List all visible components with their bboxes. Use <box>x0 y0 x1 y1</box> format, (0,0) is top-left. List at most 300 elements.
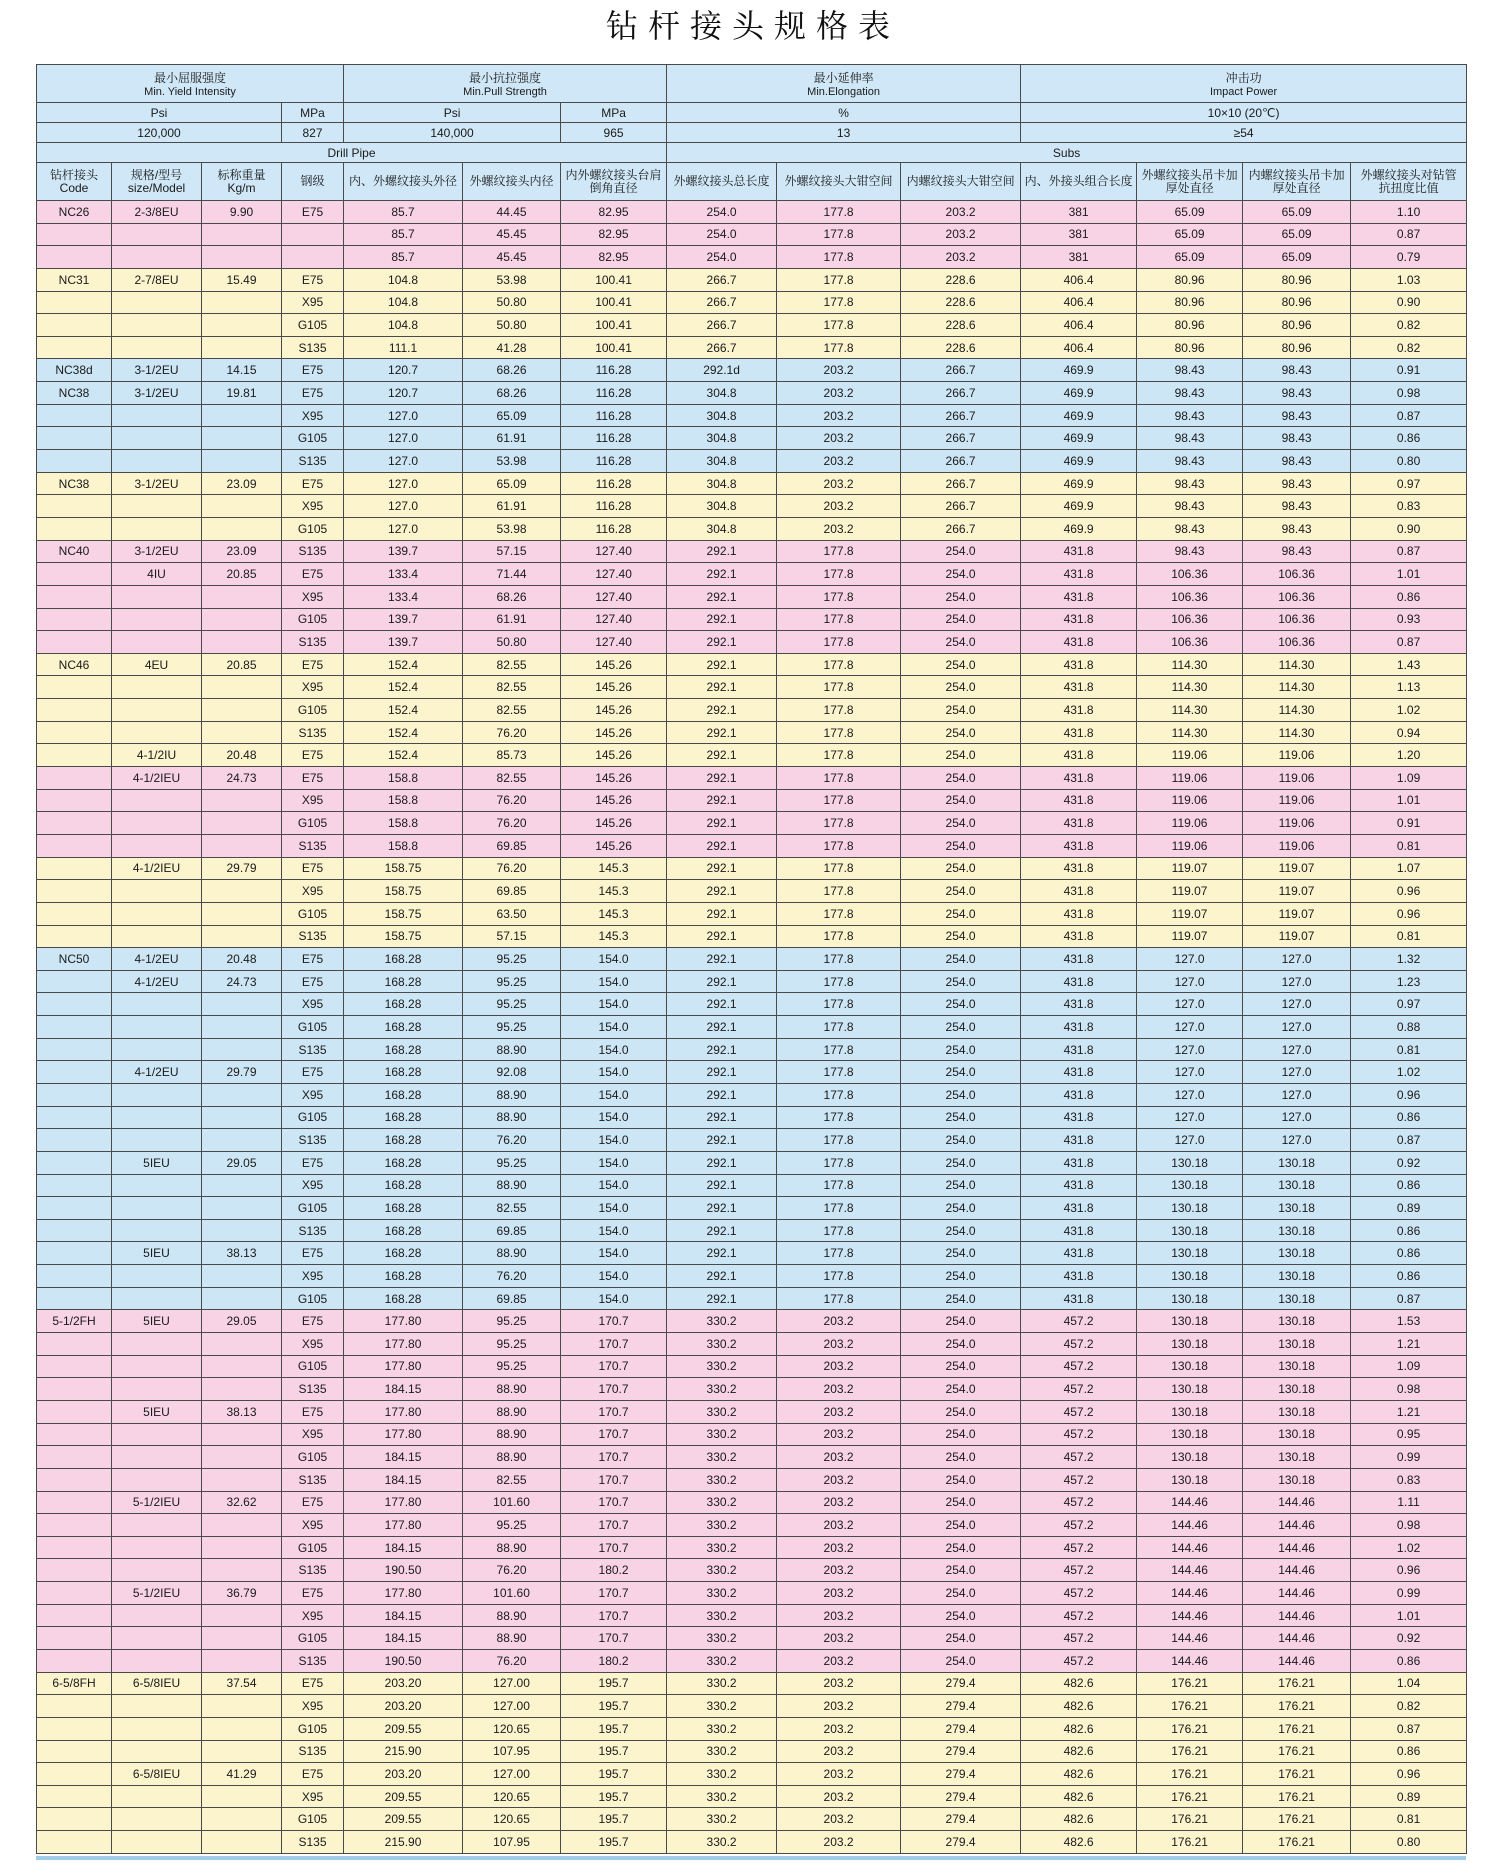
table-cell <box>202 585 282 608</box>
table-cell: 130.18 <box>1137 1355 1243 1378</box>
table-cell: 431.8 <box>1021 1016 1137 1039</box>
table-cell: 431.8 <box>1021 1287 1137 1310</box>
table-cell <box>37 1808 112 1831</box>
table-cell: 292.1 <box>667 948 777 971</box>
table-cell: 3-1/2EU <box>112 540 202 563</box>
table-cell: 119.07 <box>1137 880 1243 903</box>
table-cell: 254.0 <box>901 1061 1021 1084</box>
table-cell: 177.8 <box>777 1265 901 1288</box>
table-cell: 145.26 <box>561 653 667 676</box>
table-cell: 177.8 <box>777 585 901 608</box>
table-cell <box>37 1174 112 1197</box>
table-cell: 5-1/2IEU <box>112 1491 202 1514</box>
table-cell: 130.18 <box>1243 1287 1351 1310</box>
table-cell: 154.0 <box>561 970 667 993</box>
table-cell: 431.8 <box>1021 676 1137 699</box>
table-cell <box>202 1740 282 1763</box>
table-cell: S135 <box>282 925 344 948</box>
table-cell <box>202 1536 282 1559</box>
table-cell <box>112 1831 202 1854</box>
table-cell: 1.21 <box>1351 1333 1467 1356</box>
table-cell: 176.21 <box>1243 1695 1351 1718</box>
table-cell <box>202 1468 282 1491</box>
table-cell: 457.2 <box>1021 1355 1137 1378</box>
table-row <box>37 1197 1467 1220</box>
table-cell: 1.01 <box>1351 789 1467 812</box>
table-cell: 80.96 <box>1243 268 1351 291</box>
table-row <box>37 1423 1467 1446</box>
table-cell: 154.0 <box>561 993 667 1016</box>
table-cell: 431.8 <box>1021 585 1137 608</box>
table-cell: 184.15 <box>344 1378 463 1401</box>
table-cell: 130.18 <box>1137 1400 1243 1423</box>
table-cell: 469.9 <box>1021 382 1137 405</box>
table-cell: 0.83 <box>1351 495 1467 518</box>
table-cell: 406.4 <box>1021 336 1137 359</box>
table-cell: 254.0 <box>901 1242 1021 1265</box>
table-cell: 330.2 <box>667 1400 777 1423</box>
table-cell: 431.8 <box>1021 993 1137 1016</box>
table-cell: 330.2 <box>667 1310 777 1333</box>
table-cell: 170.7 <box>561 1582 667 1605</box>
table-cell: 203.2 <box>777 1604 901 1627</box>
table-cell: NC31 <box>37 268 112 291</box>
table-cell: 1.02 <box>1351 1061 1467 1084</box>
table-cell: X95 <box>282 993 344 1016</box>
table-cell: S135 <box>282 1219 344 1242</box>
table-cell: 130.18 <box>1137 1310 1243 1333</box>
table-cell: E75 <box>282 744 344 767</box>
table-row <box>37 1604 1467 1627</box>
table-cell: 0.88 <box>1351 1016 1467 1039</box>
table-cell: 98.43 <box>1137 495 1243 518</box>
table-cell: 82.55 <box>463 676 561 699</box>
table-cell: 482.6 <box>1021 1785 1137 1808</box>
column-header: 标称重量 Kg/m <box>202 163 282 201</box>
table-cell: 254.0 <box>901 1468 1021 1491</box>
table-cell <box>202 1378 282 1401</box>
table-cell: 98.43 <box>1243 427 1351 450</box>
table-cell: 431.8 <box>1021 1151 1137 1174</box>
table-cell <box>37 902 112 925</box>
table-cell <box>112 1808 202 1831</box>
table-cell: 170.7 <box>561 1378 667 1401</box>
table-cell: 254.0 <box>901 1650 1021 1673</box>
table-cell: 1.10 <box>1351 201 1467 224</box>
table-cell: 20.48 <box>202 744 282 767</box>
table-cell: 254.0 <box>901 1310 1021 1333</box>
table-cell: 1.04 <box>1351 1672 1467 1695</box>
table-cell <box>112 834 202 857</box>
table-cell <box>112 1174 202 1197</box>
table-cell: 65.09 <box>1137 246 1243 269</box>
elongation-header: 最小延伸率 Min.Elongation <box>667 65 1021 103</box>
table-cell: 203.2 <box>777 1717 901 1740</box>
table-cell: 176.21 <box>1137 1763 1243 1786</box>
table-cell: 130.18 <box>1243 1174 1351 1197</box>
table-cell: 203.2 <box>777 1310 901 1333</box>
table-cell: 228.6 <box>901 314 1021 337</box>
table-cell: 330.2 <box>667 1808 777 1831</box>
table-row <box>37 1468 1467 1491</box>
table-cell: 119.06 <box>1137 744 1243 767</box>
table-cell: 176.21 <box>1137 1831 1243 1854</box>
table-cell: 1.11 <box>1351 1491 1467 1514</box>
table-cell: 95.25 <box>463 1310 561 1333</box>
table-cell: 114.30 <box>1137 676 1243 699</box>
table-cell: 0.98 <box>1351 1378 1467 1401</box>
table-cell: 154.0 <box>561 1129 667 1152</box>
table-cell: 292.1 <box>667 676 777 699</box>
table-cell: 76.20 <box>463 812 561 835</box>
table-cell: 254.0 <box>901 721 1021 744</box>
table-cell: 431.8 <box>1021 1038 1137 1061</box>
table-cell: 68.26 <box>463 585 561 608</box>
table-cell: 168.28 <box>344 1242 463 1265</box>
table-cell: 330.2 <box>667 1672 777 1695</box>
table-cell: 177.8 <box>777 857 901 880</box>
table-cell: 431.8 <box>1021 767 1137 790</box>
pull-header: 最小抗拉强度 Min.Pull Strength <box>344 65 667 103</box>
table-cell: 177.8 <box>777 291 901 314</box>
table-row <box>37 880 1467 903</box>
table-cell: 254.0 <box>901 653 1021 676</box>
table-cell: 119.07 <box>1243 857 1351 880</box>
table-cell <box>112 1423 202 1446</box>
table-row <box>37 1174 1467 1197</box>
table-cell: 431.8 <box>1021 789 1137 812</box>
table-cell: G105 <box>282 1197 344 1220</box>
table-cell: 304.8 <box>667 472 777 495</box>
table-cell <box>37 1016 112 1039</box>
table-cell: 203.2 <box>901 246 1021 269</box>
table-cell: 431.8 <box>1021 925 1137 948</box>
table-cell: 130.18 <box>1243 1265 1351 1288</box>
table-cell: 0.81 <box>1351 834 1467 857</box>
table-cell: 190.50 <box>344 1650 463 1673</box>
table-cell: 203.2 <box>777 1423 901 1446</box>
table-row <box>37 993 1467 1016</box>
table-row <box>37 1287 1467 1310</box>
table-cell: 482.6 <box>1021 1808 1137 1831</box>
table-cell: 168.28 <box>344 1129 463 1152</box>
table-cell: S135 <box>282 1038 344 1061</box>
table-cell: 176.21 <box>1243 1740 1351 1763</box>
table-cell: 0.82 <box>1351 314 1467 337</box>
table-cell: 177.8 <box>777 902 901 925</box>
table-cell: 0.86 <box>1351 1174 1467 1197</box>
table-cell: 23.09 <box>202 472 282 495</box>
table-cell: 61.91 <box>463 495 561 518</box>
table-cell: 168.28 <box>344 1083 463 1106</box>
table-cell: 145.26 <box>561 789 667 812</box>
table-cell: 254.0 <box>901 608 1021 631</box>
table-cell: 130.18 <box>1243 1197 1351 1220</box>
table-cell: 195.7 <box>561 1831 667 1854</box>
table-cell: 116.28 <box>561 404 667 427</box>
table-row <box>37 1333 1467 1356</box>
table-cell: 177.80 <box>344 1333 463 1356</box>
table-cell: S135 <box>282 1378 344 1401</box>
table-cell <box>202 1106 282 1129</box>
table-cell: 330.2 <box>667 1763 777 1786</box>
table-cell: 127.00 <box>463 1763 561 1786</box>
table-cell: 254.0 <box>901 1355 1021 1378</box>
table-cell: 203.2 <box>777 359 901 382</box>
table-cell: 168.28 <box>344 970 463 993</box>
table-cell: 15.49 <box>202 268 282 291</box>
table-cell: 152.4 <box>344 699 463 722</box>
table-cell: 24.73 <box>202 767 282 790</box>
table-cell <box>37 608 112 631</box>
table-cell: E75 <box>282 1310 344 1333</box>
table-cell: 292.1 <box>667 1129 777 1152</box>
table-cell: 406.4 <box>1021 291 1137 314</box>
table-row <box>37 1536 1467 1559</box>
table-cell: 177.8 <box>777 880 901 903</box>
table-cell: 98.43 <box>1137 540 1243 563</box>
table-cell: 431.8 <box>1021 857 1137 880</box>
table-cell <box>202 1785 282 1808</box>
table-row <box>37 631 1467 654</box>
table-cell: 144.46 <box>1243 1582 1351 1605</box>
table-cell: 88.90 <box>463 1242 561 1265</box>
table-cell: 0.87 <box>1351 631 1467 654</box>
table-cell: 177.8 <box>777 201 901 224</box>
table-cell: 95.25 <box>463 948 561 971</box>
table-cell: 53.98 <box>463 450 561 473</box>
table-cell: 266.7 <box>667 291 777 314</box>
table-cell: 98.43 <box>1243 517 1351 540</box>
table-cell <box>202 721 282 744</box>
table-cell: 130.18 <box>1137 1219 1243 1242</box>
table-cell: 85.7 <box>344 246 463 269</box>
table-cell: 292.1 <box>667 1174 777 1197</box>
page-title: 钻杆接头规格表 <box>605 7 900 45</box>
table-cell: 37.54 <box>202 1672 282 1695</box>
table-cell: 0.94 <box>1351 721 1467 744</box>
table-cell: 203.2 <box>777 1695 901 1718</box>
table-cell <box>202 1197 282 1220</box>
table-cell: 29.05 <box>202 1310 282 1333</box>
table-cell <box>37 1219 112 1242</box>
table-cell: 145.26 <box>561 721 667 744</box>
table-cell: 106.36 <box>1243 585 1351 608</box>
table-cell: 254.0 <box>901 993 1021 1016</box>
table-cell <box>202 789 282 812</box>
table-cell: 0.96 <box>1351 1559 1467 1582</box>
table-cell: X95 <box>282 1785 344 1808</box>
table-cell: 292.1 <box>667 563 777 586</box>
table-cell: 177.8 <box>777 699 901 722</box>
table-cell: 98.43 <box>1137 382 1243 405</box>
table-row <box>37 1808 1467 1831</box>
table-cell: 154.0 <box>561 1016 667 1039</box>
table-cell: 114.30 <box>1137 699 1243 722</box>
table-cell: 154.0 <box>561 1287 667 1310</box>
table-cell: 130.18 <box>1137 1333 1243 1356</box>
pull-mpa-value: 965 <box>561 123 667 143</box>
table-cell: 0.89 <box>1351 1197 1467 1220</box>
table-cell: 254.0 <box>901 970 1021 993</box>
table-cell: 431.8 <box>1021 970 1137 993</box>
table-cell: 4-1/2EU <box>112 970 202 993</box>
table-cell: 177.8 <box>777 540 901 563</box>
table-cell: 168.28 <box>344 1151 463 1174</box>
table-cell <box>112 450 202 473</box>
table-cell: 177.8 <box>777 563 901 586</box>
column-header: 外螺纹接头对钻管 抗扭度比值 <box>1351 163 1467 201</box>
table-cell: 158.75 <box>344 925 463 948</box>
table-cell: 0.95 <box>1351 1423 1467 1446</box>
table-cell: 145.26 <box>561 834 667 857</box>
table-cell: 1.02 <box>1351 699 1467 722</box>
table-cell: 152.4 <box>344 653 463 676</box>
yield-header: 最小屈服强度 Min. Yield Intensity <box>37 65 344 103</box>
table-cell <box>112 1355 202 1378</box>
table-cell: 95.25 <box>463 1016 561 1039</box>
table-cell: 330.2 <box>667 1378 777 1401</box>
table-cell: 330.2 <box>667 1355 777 1378</box>
table-cell: G105 <box>282 427 344 450</box>
table-cell <box>37 1763 112 1786</box>
table-cell: 381 <box>1021 223 1137 246</box>
column-header: 内螺纹接头吊卡加 厚处直径 <box>1243 163 1351 201</box>
table-cell: 127.0 <box>344 404 463 427</box>
table-cell: 120.7 <box>344 359 463 382</box>
table-cell <box>37 495 112 518</box>
table-cell: 168.28 <box>344 948 463 971</box>
table-cell: 127.0 <box>1243 1106 1351 1129</box>
table-cell: 65.09 <box>1243 223 1351 246</box>
table-cell: 0.80 <box>1351 450 1467 473</box>
table-cell: 292.1 <box>667 1083 777 1106</box>
pull-mpa-unit: MPa <box>561 103 667 123</box>
table-cell: 177.8 <box>777 1242 901 1265</box>
table-cell: 469.9 <box>1021 517 1137 540</box>
table-cell: 120.7 <box>344 382 463 405</box>
table-cell <box>112 1695 202 1718</box>
table-cell: 119.07 <box>1137 902 1243 925</box>
table-cell <box>37 1083 112 1106</box>
table-cell <box>37 789 112 812</box>
table-cell: 158.8 <box>344 789 463 812</box>
table-cell: 292.1 <box>667 834 777 857</box>
table-cell: 152.4 <box>344 721 463 744</box>
table-cell: 23.09 <box>202 540 282 563</box>
table-cell: 111.1 <box>344 336 463 359</box>
table-row <box>37 608 1467 631</box>
table-cell: 203.2 <box>777 1355 901 1378</box>
table-cell: 292.1 <box>667 970 777 993</box>
table-row <box>37 1650 1467 1673</box>
table-cell: 254.0 <box>667 223 777 246</box>
table-cell: 457.2 <box>1021 1627 1137 1650</box>
table-cell: 177.8 <box>777 812 901 835</box>
table-cell: 50.80 <box>463 291 561 314</box>
table-cell: 100.41 <box>561 268 667 291</box>
table-cell: 0.98 <box>1351 382 1467 405</box>
table-cell: E75 <box>282 970 344 993</box>
table-cell: 57.15 <box>463 540 561 563</box>
table-cell: 177.8 <box>777 1151 901 1174</box>
table-cell: 38.13 <box>202 1242 282 1265</box>
table-cell: 119.06 <box>1137 789 1243 812</box>
table-cell: 32.62 <box>202 1491 282 1514</box>
table-row <box>37 744 1467 767</box>
table-cell: 254.0 <box>901 1016 1021 1039</box>
table-cell <box>112 880 202 903</box>
table-cell: 144.46 <box>1137 1582 1243 1605</box>
table-cell: 88.90 <box>463 1423 561 1446</box>
table-cell: 116.28 <box>561 359 667 382</box>
table-cell: 98.43 <box>1243 472 1351 495</box>
table-row <box>37 1514 1467 1537</box>
table-cell: 127.0 <box>1243 1061 1351 1084</box>
table-cell: 152.4 <box>344 676 463 699</box>
table-cell <box>112 1650 202 1673</box>
table-cell: 292.1 <box>667 789 777 812</box>
table-cell: 177.80 <box>344 1582 463 1605</box>
table-cell: 177.80 <box>344 1355 463 1378</box>
table-cell: 177.8 <box>777 767 901 790</box>
table-cell: 168.28 <box>344 1016 463 1039</box>
table-cell: 104.8 <box>344 314 463 337</box>
table-cell: 145.3 <box>561 857 667 880</box>
bottom-rule <box>36 1856 1466 1860</box>
table-cell: 0.91 <box>1351 359 1467 382</box>
table-cell: NC50 <box>37 948 112 971</box>
table-cell: 106.36 <box>1243 631 1351 654</box>
table-cell: 254.0 <box>901 676 1021 699</box>
table-cell: 98.43 <box>1243 450 1351 473</box>
table-row <box>37 517 1467 540</box>
table-cell: 254.0 <box>901 1083 1021 1106</box>
table-cell: 154.0 <box>561 1242 667 1265</box>
table-cell: 114.30 <box>1137 653 1243 676</box>
table-cell: 254.0 <box>901 1378 1021 1401</box>
table-cell: 50.80 <box>463 631 561 654</box>
table-cell: 1.23 <box>1351 970 1467 993</box>
table-cell: 330.2 <box>667 1333 777 1356</box>
table-cell: 203.2 <box>777 1333 901 1356</box>
table-cell <box>37 1582 112 1605</box>
table-cell: 144.46 <box>1137 1559 1243 1582</box>
table-cell: 119.06 <box>1243 767 1351 790</box>
table-cell: 254.0 <box>901 1151 1021 1174</box>
table-cell: 0.86 <box>1351 1106 1467 1129</box>
table-cell <box>37 1333 112 1356</box>
table-cell: 254.0 <box>901 1604 1021 1627</box>
table-cell <box>202 880 282 903</box>
table-cell: 215.90 <box>344 1740 463 1763</box>
table-cell: 139.7 <box>344 540 463 563</box>
table-cell <box>202 450 282 473</box>
table-cell: 431.8 <box>1021 563 1137 586</box>
table-cell: 203.20 <box>344 1695 463 1718</box>
table-cell: 65.09 <box>1137 201 1243 224</box>
table-cell <box>112 1197 202 1220</box>
table-cell <box>112 1287 202 1310</box>
table-cell: 0.86 <box>1351 1219 1467 1242</box>
table-cell <box>37 699 112 722</box>
table-cell: 330.2 <box>667 1627 777 1650</box>
table-cell: 0.86 <box>1351 1242 1467 1265</box>
table-cell: 177.8 <box>777 1106 901 1129</box>
table-cell: S135 <box>282 1468 344 1491</box>
table-cell: G105 <box>282 1355 344 1378</box>
table-cell: 292.1 <box>667 993 777 1016</box>
